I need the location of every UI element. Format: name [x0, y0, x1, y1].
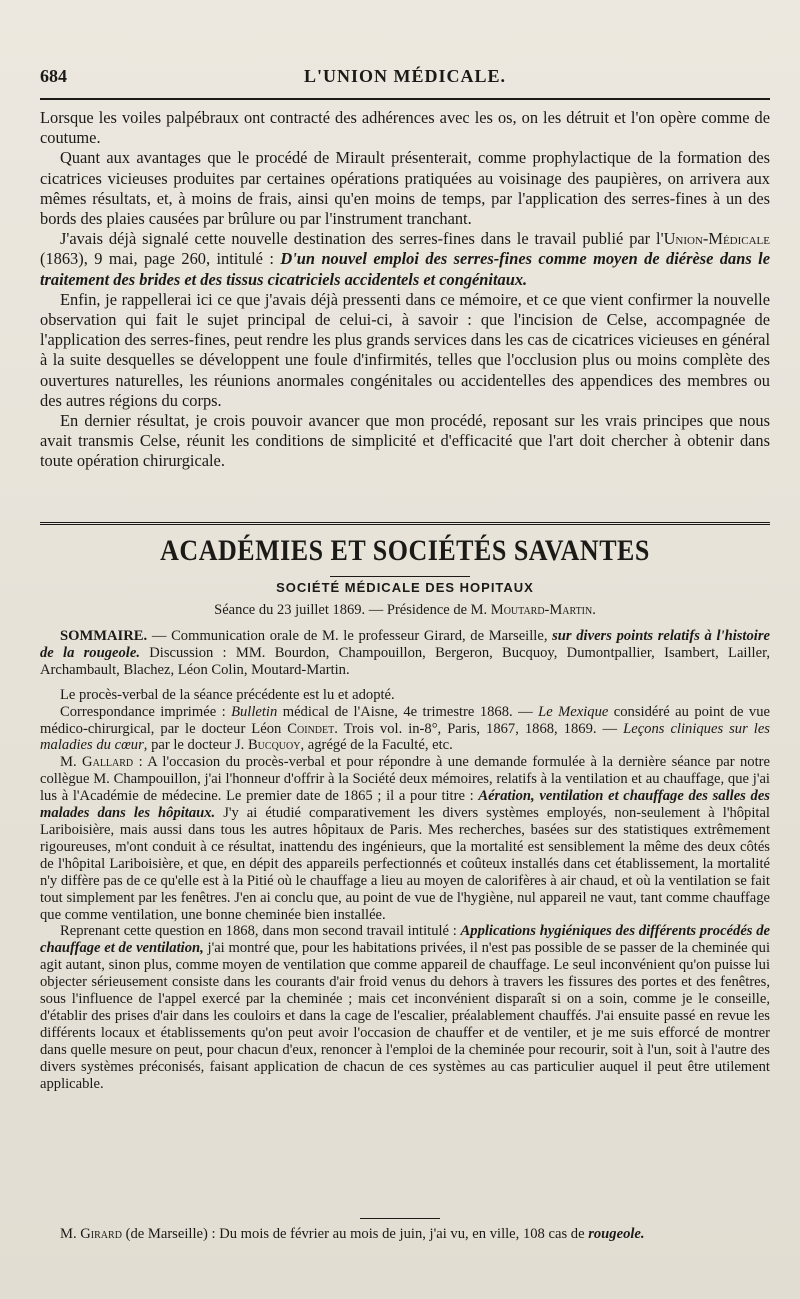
- text-run: j'ai montré que, pour les habitations privées, il n'est pas possible de se passer de la cheminée qui agit autant, sinon plus, comme moyen de ventilation que comme appareil de chauffage. Le seul inconvénient qu'on puisse lui objecter sérieusement consiste dans les courants d'air froid venus du dehors à travers les fissures des portes et des fenêtres, sous l'influence de l'appel exercé par la cheminée ; mais cet inconvénient disparaît si on a soin, comme je le conseille, d'établir des prises d'air dans les couloirs et dans la cage de l'escalier, préalablement chauffés. J'ai ensuite passé en revue les différents locaux et établissements qu'on peut avoir l'occasion de chauffer et de ventiler, et je me suis efforcé de montrer dans quelle mesure on peut, pour chacun d'eux, renoncer à l'emploi de la cheminée pour recourir, soit à l'un, soit à l'autre des divers systèmes préconisés, faisant application de chacun de ces systèmes au cas particulier auquel il peut être utilement applicable.: [40, 940, 770, 1092]
- text-run: Discussion : MM. Bourdon, Champouillon, Bergeron, Bucquoy, Dumontpallier, Isambert, Lailler, Archambault, Blachez, Léon Colin, Moutard-Martin.: [40, 644, 770, 678]
- section-separator: [40, 522, 770, 527]
- header-rule: [40, 98, 770, 100]
- cited-title: Applications hygiéniques des différents procédés de chauffage et de ventilation,: [40, 923, 770, 957]
- speaker-name: M. Girard: [60, 1226, 122, 1242]
- paragraph-rule: [360, 1218, 440, 1219]
- text-run: Séance du 23 juillet 1869. — Présidence de M.: [214, 602, 491, 618]
- paragraph: [40, 229, 770, 290]
- speaker-name: M. Gallard: [60, 754, 134, 771]
- text-run: J'y ai étudié comparativement les divers systèmes employés, non-seulement à l'hôpital Lariboisière, mais aussi dans tous les autres hôpitaux de Paris. Mes recherches, basées sur des statistiques extrêmement rigoureuses, m'ont conduit à ce résultat, inattendu des ingénieurs, que la mortalité est sensiblement la même des deux côtés de l'hôpital Lariboisière, et que, en dépit des appareils perfectionnés et coûteux installés dans cet établissement, la mortalité n'y diffère pas de ce qu'elle est à la Pitié où le chauffage a lieu au moyen de calorifères à air chaud, et où la ventilation se fait tout simplement par les fenêtres. J'en ai conclu que, au point de vue de l'hygiène, nul appareil ne vaut, tant comme chauffage que comme ventilation, une bonne cheminée bien installée.: [40, 805, 770, 923]
- journal-name: Union-Médicale: [663, 229, 770, 249]
- text-run: Correspondance imprimée :: [60, 703, 232, 720]
- cited-title: D'un nouvel emploi des serres-fines comme moyen de diérèse dans le traitement des brides et des tissus cicatriciels accidentels et congénitaux.: [40, 249, 770, 289]
- text-run: J'avais déjà signalé cette nouvelle destination des serres-fines dans le travail publié par l': [60, 229, 664, 249]
- paragraph: [40, 1226, 770, 1243]
- paragraph: Lorsque les voiles palpébraux ont contracté des adhérences avec les os, on les détruit et l'on opère comme de coutume.: [40, 108, 770, 148]
- paragraph: [40, 923, 770, 1092]
- girard-intro: [40, 1226, 770, 1243]
- section-title: ACADÉMIES ET SOCIÉTÉS SAVANTES: [160, 533, 650, 568]
- cited-title: Le Mexique: [538, 703, 609, 720]
- running-head: [40, 62, 770, 92]
- paragraph: Quant aux avantages que le procédé de Mirault présenterait, comme prophylactique de la formation des cicatrices vicieuses produites par certaines opérations pratiquées au voisinage des paupières, on arrivera aux mêmes résultats, et, à moins de frais, ainsi qu'en moins de temps, par l'application des serres-fines à un des bords des plaies causées par brûlure ou par l'instrument tranchant.: [40, 148, 770, 229]
- cited-title: Aération, ventilation et chauffage des salles des malades dans les hôpitaux.: [40, 788, 770, 822]
- text-run: (1863), 9 mai, page 260, intitulé :: [40, 249, 281, 269]
- author-name: Bucquoy: [247, 737, 301, 754]
- seance-line: [40, 602, 770, 619]
- text-run: — Communication orale de M. le professeur Girard, de Marseille,: [147, 628, 553, 644]
- title-rule: [330, 576, 470, 577]
- paragraph: [40, 754, 770, 923]
- article-conclusion: [40, 108, 770, 472]
- text-run: considéré au point de vue médico-chirurgical, par le docteur Léon: [40, 703, 771, 737]
- text-run: , agrégé de la Faculté, etc.: [300, 737, 453, 754]
- text-run: : A l'occasion du procès-verbal et pour répondre à une demande formulée à la dernière séance par notre collègue M. Champouillon, j'ai l'honneur d'offrir à la Société deux mémoires, relatifs à la ventilation et au chauffage, que j'ai lus à l'Académie de médecine. Le premier date de 1865 ; il a pour titre :: [40, 754, 770, 805]
- paragraph: Le procès-verbal de la séance précédente est lu et adopté.: [60, 686, 395, 703]
- proceedings: [40, 628, 770, 1092]
- text-run: . Trois vol. in-8°, Paris, 1867, 1868, 1869. —: [334, 720, 624, 737]
- paragraph: [40, 704, 770, 755]
- text-run: .: [592, 602, 596, 618]
- sommaire-topic: sur divers points relatifs à l'histoire de la rougeole.: [40, 628, 770, 661]
- society-name: SOCIÉTÉ MÉDICALE DES HOPITAUX: [276, 580, 534, 595]
- cited-title: Bulletin: [231, 703, 278, 720]
- text-run: (de Marseille) : Du mois de février au mois de juin, j'ai vu, en ville, 108 cas de: [121, 1226, 589, 1242]
- cited-term: rougeole.: [588, 1226, 645, 1242]
- author-name: Coindet: [287, 720, 335, 737]
- sommaire-label: SOMMAIRE.: [60, 628, 148, 644]
- paragraph: En dernier résultat, je crois pouvoir avancer que mon procédé, reposant sur les vrais principes que nous avait transmis Celse, réunit les conditions de simplicité et d'efficacité que l'art doit chercher à obtenir dans toute opération chirurgicale.: [40, 411, 770, 471]
- text-run: Reprenant cette question en 1868, dans mon second travail intitulé :: [60, 923, 461, 940]
- page-number: 684: [40, 66, 67, 86]
- president-name: Moutard-Martin: [490, 602, 593, 618]
- text-run: , par le docteur J.: [143, 737, 248, 754]
- cited-title: Leçons cliniques sur les maladies du cœur: [40, 720, 770, 754]
- text-run: médical de l'Aisne, 4e trimestre 1868. —: [277, 703, 539, 720]
- sommaire: [40, 628, 770, 679]
- journal-title: L'UNION MÉDICALE.: [303, 66, 507, 86]
- paragraph: Enfin, je rappellerai ici ce que j'avais déjà pressenti dans ce mémoire, et ce que vient confirmer la nouvelle observation qui fait le sujet principal de celui-ci, à savoir : que l'incision de Celse, accompagnée de l'application des serres-fines, peut rendre les plus grands services dans les cas de cicatrices vicieuses en général à la suite desquelles se développent une foule d'infirmités, telles que l'occlusion plus ou moins complète des ouvertures naturelles, les réunions anormales congénitales ou accidentelles des appendices des membres ou des autres régions du corps.: [40, 289, 770, 410]
